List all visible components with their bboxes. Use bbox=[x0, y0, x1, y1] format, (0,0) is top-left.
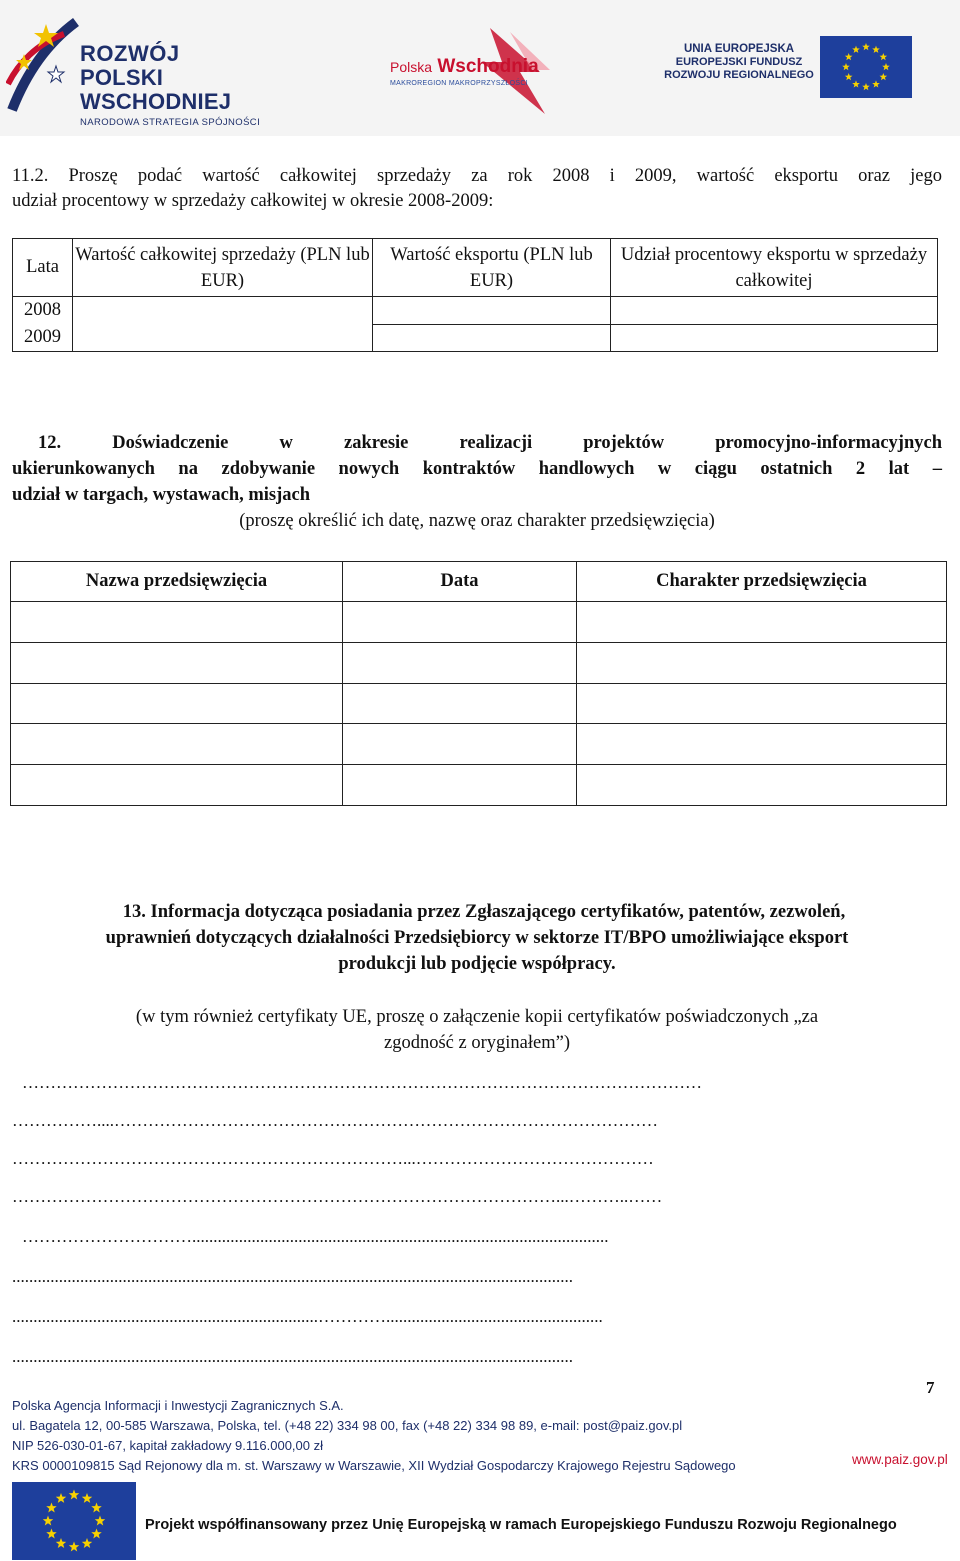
footer-address-block bbox=[12, 1396, 736, 1476]
q11-line1: 11.2. Proszę podać wartość całkowitej sprzedaży za rok 2008 i 2009, wartość eksportu oraz jego bbox=[12, 166, 942, 186]
footer-company: Polska Agencja Informacji i Inwestycji Zagranicznych S.A. bbox=[12, 1398, 344, 1413]
character-cell[interactable] bbox=[577, 602, 947, 643]
date-cell[interactable] bbox=[343, 684, 577, 724]
q13-line2: uprawnień dotyczących działalności Przedsiębiorcy w sektorze IT/BPO umożliwiające eksport bbox=[105, 928, 849, 948]
answer-dot-line[interactable]: ……………....…………………………………………………………………………………… bbox=[12, 1111, 658, 1130]
polska-wschodnia-logo bbox=[370, 22, 570, 122]
pw-logo-title-big: Wschodnia bbox=[437, 56, 539, 77]
footer-project-note: Projekt współfinansowany przez Unię Europejską w ramach Europejskiego Funduszu Rozwoju Regionalnego bbox=[145, 1517, 897, 1533]
answer-dot-line[interactable]: ………………………….................................................................................................. bbox=[22, 1227, 609, 1246]
name-cell[interactable] bbox=[11, 643, 343, 684]
table-row bbox=[13, 297, 938, 325]
rozwoj-polski-wschodniej-logo bbox=[6, 14, 306, 128]
q13-line3: produkcji lub podjęcie współpracy. bbox=[338, 954, 616, 974]
col-header-sales: Wartość całkowitej sprzedaży (PLN lub EUR) bbox=[73, 239, 373, 297]
footer-address: ul. Bagatela 12, 00-585 Warszawa, Polska, tel. (+48 22) 334 98 00, fax (+48 22) 334 98 89, e-mail: post@paiz.gov.pl bbox=[12, 1418, 683, 1433]
table-row bbox=[11, 765, 947, 806]
year-cell: 2009 bbox=[13, 325, 73, 352]
col-header-export: Wartość eksportu (PLN lub EUR) bbox=[373, 239, 611, 297]
table-row bbox=[11, 602, 947, 643]
col-header-character: Charakter przedsięwzięcia bbox=[577, 562, 947, 602]
ue-logo-line1: UNIA EUROPEJSKA bbox=[683, 43, 795, 55]
pw-logo-title-small: Polska bbox=[390, 59, 433, 75]
q12-line1: 12. Doświadczenie w zakresie realizacji projektów promocyjno-informacyjnych bbox=[38, 433, 942, 453]
q12-table bbox=[10, 561, 947, 806]
sales-cell[interactable] bbox=[73, 325, 373, 352]
footer-nip: NIP 526-030-01-67, kapitał zakładowy 9.116.000,00 zł bbox=[12, 1438, 323, 1453]
share-cell[interactable] bbox=[611, 325, 938, 352]
character-cell[interactable] bbox=[577, 724, 947, 765]
table-row bbox=[13, 325, 938, 352]
answer-dot-line[interactable]: ……………………………………………………………………………………...………..…… bbox=[12, 1187, 663, 1206]
ue-logo-line3: ROZWOJU REGIONALNEGO bbox=[664, 69, 814, 81]
answer-dot-line[interactable]: .................................................................................................................................... bbox=[12, 1267, 573, 1286]
ue-logo-line2: EUROPEJSKI FUNDUSZ bbox=[675, 56, 803, 68]
name-cell[interactable] bbox=[11, 684, 343, 724]
answer-dot-line[interactable]: ………………………………………………………………………………………………………… bbox=[22, 1073, 702, 1092]
export-cell[interactable] bbox=[373, 297, 611, 325]
export-cell[interactable] bbox=[373, 325, 611, 352]
table-row bbox=[11, 643, 947, 684]
q12-note: (proszę określić ich datę, nazwę oraz charakter przedsięwzięcia) bbox=[239, 511, 715, 531]
q13-note-line2: zgodność z oryginałem”) bbox=[384, 1033, 570, 1053]
q13-line1: 13. Informacja dotycząca posiadania przez Zgłaszającego certyfikatów, patentów, zezwoleń, bbox=[122, 902, 846, 922]
table-header-row bbox=[13, 239, 938, 297]
character-cell[interactable] bbox=[577, 643, 947, 684]
page-number: 7 bbox=[926, 1378, 935, 1397]
share-cell[interactable] bbox=[611, 297, 938, 325]
q11-line2: udział procentowy w sprzedaży całkowitej w okresie 2008-2009: bbox=[12, 191, 494, 211]
q12-line2: ukierunkowanych na zdobywanie nowych kontraktów handlowych w ciągu ostatnich 2 lat – bbox=[12, 459, 942, 479]
col-header-name: Nazwa przedsięwzięcia bbox=[11, 562, 343, 602]
rozwoj-logo-line1: ROZWÓJ bbox=[80, 41, 180, 66]
table-row bbox=[11, 724, 947, 765]
date-cell[interactable] bbox=[343, 643, 577, 684]
answer-dot-line[interactable]: .................................................................................................................................... bbox=[12, 1347, 573, 1366]
col-header-lata: Lata bbox=[13, 239, 73, 297]
character-cell[interactable] bbox=[577, 684, 947, 724]
rozwoj-logo-line2: POLSKI WSCHODNIEJ bbox=[80, 65, 232, 114]
eu-fund-logo bbox=[664, 36, 924, 100]
date-cell[interactable] bbox=[343, 602, 577, 643]
rozwoj-logo-line3: NARODOWA STRATEGIA SPÓJNOŚCI bbox=[80, 117, 261, 128]
date-cell[interactable] bbox=[343, 765, 577, 806]
table-header-row bbox=[11, 562, 947, 602]
page-header bbox=[0, 0, 960, 136]
sales-cell[interactable] bbox=[73, 297, 373, 325]
col-header-date: Data bbox=[343, 562, 577, 602]
answer-dot-line[interactable]: ……………………………………………………………...…………………………………… bbox=[12, 1149, 654, 1168]
q13-note-line1: (w tym również certyfikaty UE, proszę o załączenie kopii certyfikatów poświadczonych „za bbox=[135, 1007, 819, 1027]
name-cell[interactable] bbox=[11, 602, 343, 643]
q12-line3: udział w targach, wystawach, misjach bbox=[12, 485, 311, 505]
name-cell[interactable] bbox=[11, 765, 343, 806]
col-header-share: Udział procentowy eksportu w sprzedaży całkowitej bbox=[611, 239, 938, 297]
stars-swoosh-icon bbox=[6, 14, 80, 114]
footer-krs: KRS 0000109815 Sąd Rejonowy dla m. st. Warszawy w Warszawie, XII Wydział Gospodarczy Krajowego Rejestru Sądowego bbox=[12, 1458, 736, 1473]
eu-flag-stars-icon bbox=[12, 1482, 136, 1560]
footer-website-link[interactable]: www.paiz.gov.pl bbox=[852, 1452, 948, 1467]
pw-logo-title bbox=[390, 56, 539, 78]
year-cell: 2008 bbox=[13, 297, 73, 325]
eu-flag-icon bbox=[820, 36, 912, 98]
character-cell[interactable] bbox=[577, 765, 947, 806]
q11-table bbox=[12, 238, 938, 352]
date-cell[interactable] bbox=[343, 724, 577, 765]
name-cell[interactable] bbox=[11, 724, 343, 765]
table-row bbox=[11, 684, 947, 724]
pw-logo-subtitle: MAKROREGION MAKROPRZYSZŁOŚCI bbox=[390, 80, 528, 87]
answer-dot-line[interactable]: ........................................................................…………................................................... bbox=[12, 1307, 603, 1326]
